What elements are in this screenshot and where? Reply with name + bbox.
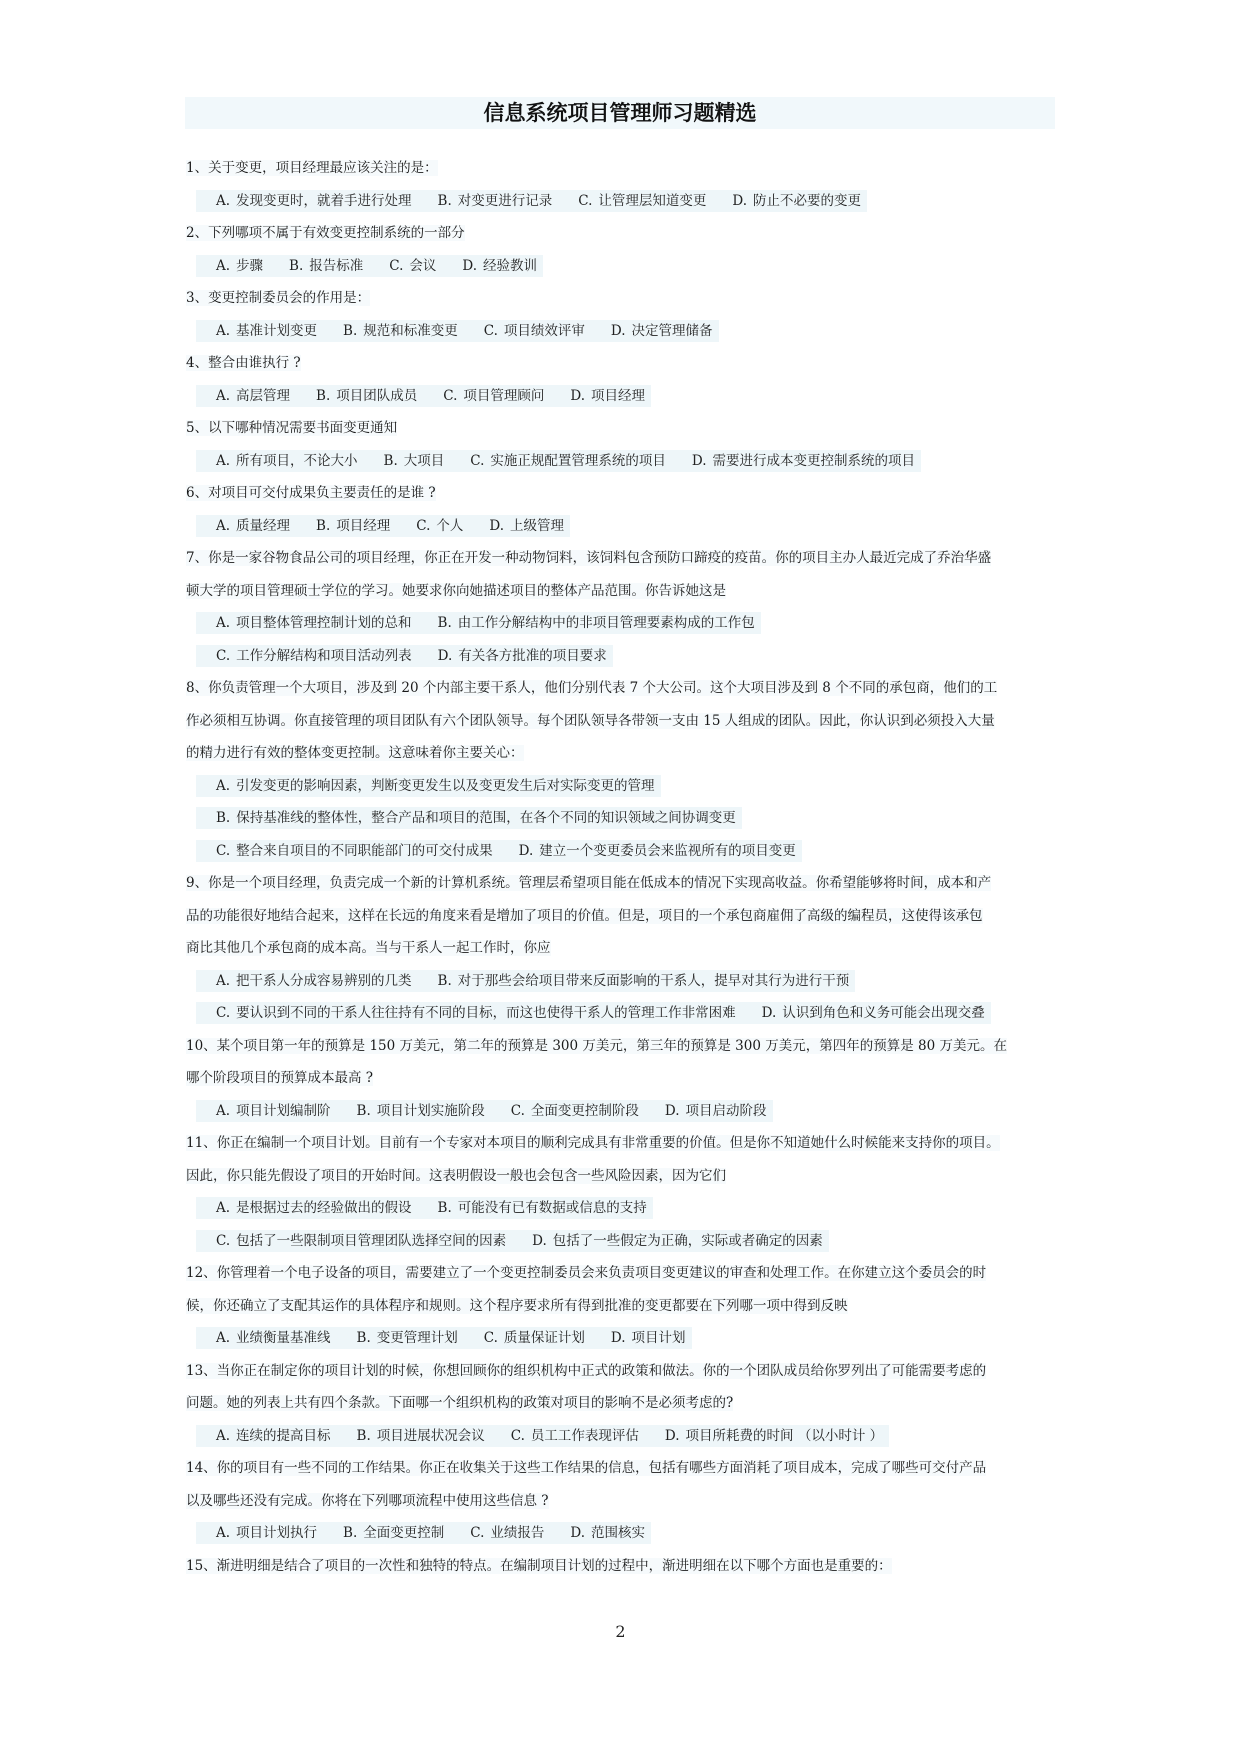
question-text: 9、你是一个项目经理，负责完成一个新的计算机系统。管理层希望项目能在低成本的情况下实现高收益。你希望能够将时间，成本和产 xyxy=(186,875,992,891)
question-line xyxy=(186,1290,1056,1323)
question-line xyxy=(186,1062,1056,1095)
question-text: 1、关于变更，项目经理最应该关注的是： xyxy=(186,160,438,176)
option-text: 保持基准线的整体性，整合产品和项目的范围，在各个不同的知识领域之间协调变更 xyxy=(236,810,736,826)
answer-option xyxy=(343,315,458,348)
question-text: 顿大学的项目管理硕士学位的学习。她要求你向她描述项目的整体产品范围。你告诉她这是 xyxy=(186,582,726,599)
options-line xyxy=(186,510,1056,543)
answer-option xyxy=(357,1095,485,1128)
answer-option xyxy=(570,1517,645,1550)
option-letter: A. xyxy=(216,1330,231,1346)
options-line xyxy=(186,965,1056,998)
options-group xyxy=(196,190,867,212)
options-group xyxy=(196,450,921,472)
option-text: 引发变更的影响因素，判断变更发生以及变更发生后对实际变更的管理 xyxy=(236,777,655,794)
option-text: 包括了一些限制项目管理团队选择空间的因素 xyxy=(236,1232,507,1249)
options-group xyxy=(196,612,761,634)
option-letter: B. xyxy=(437,972,452,989)
question-text: 候，你还确立了支配其运作的具体程序和规则。这个程序要求所有得到批准的变更都要在下列哪一项中得到反映 xyxy=(186,1297,848,1314)
answer-option xyxy=(762,997,985,1030)
question-line xyxy=(186,867,1056,900)
option-text: 需要进行成本变更控制系统的项目 xyxy=(712,452,916,469)
question-text: 品的功能很好地结合起来，这样在长远的角度来看是增加了项目的价值。但是，项目的一个承包商雇佣了高级的编程员，这使得该承包 xyxy=(186,907,983,924)
option-text: 项目计划实施阶段 xyxy=(376,1102,485,1119)
question-text: 8、你负责管理一个大项目，涉及到 20 个内部主要干系人，他们分别代表 7 个大公司。这个大项目涉及到 8 个不同的承包商，他们的工 xyxy=(186,680,998,696)
option-text: 大项目 xyxy=(403,452,445,469)
option-letter: D. xyxy=(570,387,586,404)
options-group xyxy=(196,1327,692,1349)
option-text: 是根据过去的经验做出的假设 xyxy=(236,1200,412,1216)
answer-option xyxy=(343,1517,444,1550)
question-line xyxy=(186,282,1056,315)
question-text: 的精力进行有效的整体变更控制。这意味着你主要关心： xyxy=(186,745,524,761)
options-group xyxy=(196,1100,773,1122)
question-text: 商比其他几个承包商的成本高。当与干系人一起工作时，你应 xyxy=(186,940,551,956)
answer-option xyxy=(216,315,317,348)
option-text: 对于那些会给项目带来反面影响的干系人，提早对其行为进行干预 xyxy=(457,972,850,989)
answer-option xyxy=(438,185,553,218)
option-letter: A. xyxy=(216,1525,231,1541)
option-text: 业绩报告 xyxy=(490,1525,545,1541)
option-text: 发现变更时，就着手进行处理 xyxy=(236,192,412,209)
question-line xyxy=(186,737,1056,770)
option-letter: D. xyxy=(437,647,453,664)
option-text: 项目管理顾问 xyxy=(463,387,545,404)
question-line xyxy=(186,1160,1056,1193)
answer-option xyxy=(216,1192,412,1225)
answer-option xyxy=(216,997,736,1030)
question-line xyxy=(186,1030,1056,1063)
option-letter: D. xyxy=(761,1005,777,1021)
option-text: 项目经理 xyxy=(591,387,646,404)
options-group xyxy=(196,1002,991,1024)
option-letter: A. xyxy=(216,257,231,274)
option-text: 决定管理储备 xyxy=(631,322,713,339)
answer-option xyxy=(578,185,706,218)
option-letter: B. xyxy=(356,1427,371,1444)
options-group xyxy=(196,775,661,797)
option-letter: A. xyxy=(216,322,231,339)
question-line xyxy=(186,1550,1056,1583)
option-letter: C. xyxy=(416,517,431,534)
question-line xyxy=(186,932,1056,965)
option-letter: D. xyxy=(462,257,478,274)
option-letter: C. xyxy=(470,452,485,469)
option-letter: B. xyxy=(343,322,358,339)
option-letter: D. xyxy=(489,517,505,534)
option-letter: B. xyxy=(289,257,304,274)
answer-option xyxy=(216,1095,331,1128)
option-letter: D. xyxy=(664,1102,680,1119)
option-letter: C. xyxy=(483,1330,498,1346)
option-letter: D. xyxy=(532,1232,547,1249)
options-line xyxy=(186,445,1056,478)
question-text: 11、你正在编制一个项目计划。目前有一个专家对本项目的顺利完成具有非常重要的价值。但是你不知道她什么时候能来支持你的项目。 xyxy=(186,1135,1000,1151)
option-text: 变更管理计划 xyxy=(376,1330,458,1346)
option-letter: A. xyxy=(216,1200,231,1216)
option-text: 防止不必要的变更 xyxy=(753,192,862,209)
option-text: 步骤 xyxy=(236,257,264,274)
question-text: 问题。她的列表上共有四个条款。下面哪一个组织机构的政策对项目的影响不是必须考虑的? xyxy=(186,1395,734,1411)
question-line xyxy=(186,1257,1056,1290)
option-text: 包括了一些假定为正确，实际或者确定的因素 xyxy=(552,1232,823,1249)
question-text: 以及哪些还没有完成。你将在下列哪项流程中使用这些信息 ? xyxy=(186,1492,549,1509)
question-line xyxy=(186,217,1056,250)
answer-option xyxy=(216,1322,331,1355)
option-letter: A. xyxy=(216,192,231,209)
option-letter: B. xyxy=(343,1525,358,1541)
option-letter: A. xyxy=(216,1427,231,1444)
option-letter: D. xyxy=(610,1330,626,1346)
options-line xyxy=(186,835,1056,868)
option-letter: C. xyxy=(216,842,231,859)
question-text: 6、对项目可交付成果负主要责任的是谁 ? xyxy=(186,485,436,501)
option-text: 报告标准 xyxy=(309,257,364,274)
options-line xyxy=(186,640,1056,673)
option-text: 项目计划执行 xyxy=(236,1525,318,1541)
options-group xyxy=(196,970,855,992)
option-text: 可能没有已有数据或信息的支持 xyxy=(457,1200,647,1216)
option-letter: D. xyxy=(518,842,534,859)
option-text: 实施正规配置管理系统的项目 xyxy=(490,452,666,469)
option-letter: B. xyxy=(356,1102,371,1119)
answer-option xyxy=(216,1517,317,1550)
option-letter: C. xyxy=(216,647,231,664)
option-text: 项目绩效评审 xyxy=(503,322,585,339)
option-letter: D. xyxy=(691,452,707,469)
options-line xyxy=(186,1192,1056,1225)
option-text: 个人 xyxy=(436,517,464,534)
option-text: 项目所耗费的时间 （以小时计 ） xyxy=(685,1427,884,1444)
question-text: 12、你管理着一个电子设备的项目，需要建立了一个变更控制委员会来负责项目变更建议的审查和处理工作。在你建立这个委员会的时 xyxy=(186,1265,987,1281)
question-text: 因此，你只能先假设了项目的开始时间。这表明假设一般也会包含一些风险因素，因为它们 xyxy=(186,1167,726,1184)
options-group xyxy=(196,1230,829,1252)
option-letter: B. xyxy=(216,810,231,826)
answer-option xyxy=(289,250,363,283)
option-letter: C. xyxy=(389,257,404,274)
options-group xyxy=(196,645,613,667)
option-text: 上级管理 xyxy=(510,517,565,534)
answer-option xyxy=(532,1225,823,1258)
option-text: 项目整体管理控制计划的总和 xyxy=(236,615,412,631)
answer-option xyxy=(357,1420,485,1453)
question-text: 15、渐进明细是结合了项目的一次性和独特的特点。在编制项目计划的过程中，渐进明细在以下哪个方面也是重要的： xyxy=(186,1557,892,1574)
answer-option xyxy=(216,510,290,543)
option-letter: B. xyxy=(316,517,331,534)
answer-option xyxy=(384,445,445,478)
option-text: 整合来自项目的不同职能部门的可交付成果 xyxy=(236,842,493,859)
answer-option xyxy=(665,1420,883,1453)
question-text: 5、以下哪种情况需要书面变更通知 xyxy=(186,420,398,436)
option-text: 要认识到不同的干系人往往持有不同的目标，而这也使得干系人的管理工作非常困难 xyxy=(236,1005,736,1021)
question-text: 14、你的项目有一些不同的工作结果。你正在收集关于这些工作结果的信息，包括有哪些方面消耗了项目成本，完成了哪些可交付产品 xyxy=(186,1460,987,1476)
options-line xyxy=(186,1420,1056,1453)
option-text: 范围核实 xyxy=(591,1525,646,1541)
option-letter: B. xyxy=(437,615,452,631)
question-line xyxy=(186,575,1056,608)
answer-option xyxy=(389,250,436,283)
option-text: 有关各方批准的项目要求 xyxy=(458,647,607,664)
options-group xyxy=(196,1425,889,1447)
question-line xyxy=(186,1452,1056,1485)
option-text: 高层管理 xyxy=(236,387,291,404)
answer-option xyxy=(489,510,564,543)
option-letter: D. xyxy=(610,322,626,339)
question-line xyxy=(186,1485,1056,1518)
answer-option xyxy=(216,640,412,673)
options-line xyxy=(186,185,1056,218)
option-letter: B. xyxy=(437,1200,452,1216)
question-line xyxy=(186,1387,1056,1420)
question-text: 10、某个项目第一年的预算是 150 万美元，第二年的预算是 300 万美元，第三年的预算是 300 万美元，第四年的预算是 80 万美元。在 xyxy=(186,1037,1007,1054)
option-text: 项目经理 xyxy=(336,517,391,534)
question-line xyxy=(186,347,1056,380)
option-text: 质量保证计划 xyxy=(503,1330,585,1346)
option-letter: B. xyxy=(316,387,331,404)
answer-option xyxy=(216,1420,331,1453)
answer-option xyxy=(438,607,755,640)
options-group xyxy=(196,255,543,277)
option-text: 对变更进行记录 xyxy=(457,192,553,209)
option-text: 规范和标准变更 xyxy=(363,322,458,339)
answer-option xyxy=(611,315,713,348)
answer-option xyxy=(484,315,585,348)
option-text: 项目启动阶段 xyxy=(685,1102,767,1119)
option-letter: A. xyxy=(216,972,231,989)
answer-option xyxy=(357,1322,458,1355)
options-line xyxy=(186,802,1056,835)
option-letter: A. xyxy=(216,452,231,469)
option-letter: C. xyxy=(483,322,498,339)
question-line xyxy=(186,412,1056,445)
answer-option xyxy=(216,250,263,283)
option-text: 认识到角色和义务可能会出现交叠 xyxy=(782,1005,985,1021)
option-letter: C. xyxy=(470,1525,485,1541)
page-number: 2 xyxy=(615,1622,626,1641)
answer-option xyxy=(511,1420,639,1453)
answer-option xyxy=(665,1095,767,1128)
question-line xyxy=(186,672,1056,705)
option-text: 业绩衡量基准线 xyxy=(236,1330,331,1346)
question-text: 13、当你正在制定你的项目计划的时候，你想回顾你的组织机构中正式的政策和做法。你的一个团队成员给你罗列出了可能需要考虑的 xyxy=(186,1362,987,1379)
question-line xyxy=(186,477,1056,510)
option-text: 质量经理 xyxy=(236,517,291,534)
question-list xyxy=(186,152,1056,1582)
options-group xyxy=(196,515,570,537)
option-text: 工作分解结构和项目活动列表 xyxy=(236,647,412,664)
answer-option xyxy=(216,185,412,218)
answer-option xyxy=(732,185,861,218)
answer-option xyxy=(570,380,645,413)
question-text: 哪个阶段项目的预算成本最高 ? xyxy=(186,1070,374,1086)
option-letter: B. xyxy=(383,452,398,469)
option-text: 项目计划编制阶 xyxy=(236,1102,331,1119)
answer-option xyxy=(470,1517,544,1550)
question-line xyxy=(186,542,1056,575)
options-group xyxy=(196,840,802,862)
option-letter: C. xyxy=(216,1005,231,1021)
options-line xyxy=(186,1322,1056,1355)
option-text: 全面变更控制阶段 xyxy=(530,1102,639,1119)
answer-option xyxy=(316,510,390,543)
option-text: 建立一个变更委员会来监视所有的项目变更 xyxy=(539,842,796,859)
answer-option xyxy=(438,965,850,998)
option-text: 项目计划 xyxy=(631,1330,686,1346)
question-line xyxy=(186,1355,1056,1388)
answer-option xyxy=(216,835,493,868)
answer-option xyxy=(438,1192,647,1225)
answer-option xyxy=(316,380,417,413)
answer-option xyxy=(216,380,290,413)
option-text: 由工作分解结构中的非项目管理要素构成的工作包 xyxy=(457,615,755,631)
options-line xyxy=(186,1095,1056,1128)
option-letter: A. xyxy=(216,615,231,631)
answer-option xyxy=(416,510,463,543)
option-letter: D. xyxy=(570,1525,586,1541)
answer-option xyxy=(484,1322,585,1355)
option-letter: D. xyxy=(732,192,748,209)
answer-option xyxy=(438,640,607,673)
options-line xyxy=(186,315,1056,348)
answer-option xyxy=(216,607,412,640)
option-text: 员工工作表现评估 xyxy=(530,1427,639,1444)
answer-option xyxy=(443,380,544,413)
options-line xyxy=(186,250,1056,283)
question-line xyxy=(186,152,1056,185)
question-text: 作必须相互协调。你直接管理的项目团队有六个团队领导。每个团队领导各带领一支由 15 人组成的团队。因此，你认识到必须投入大量 xyxy=(186,712,995,729)
options-line xyxy=(186,607,1056,640)
option-letter: A. xyxy=(216,1102,231,1119)
answer-option xyxy=(511,1095,639,1128)
options-group xyxy=(196,385,651,407)
option-text: 让管理层知道变更 xyxy=(598,192,707,209)
question-line xyxy=(186,1127,1056,1160)
question-line xyxy=(186,900,1056,933)
options-line xyxy=(186,997,1056,1030)
option-letter: A. xyxy=(216,387,231,404)
option-letter: B. xyxy=(356,1330,371,1346)
option-letter: D. xyxy=(664,1427,680,1444)
option-letter: C. xyxy=(510,1427,525,1444)
option-letter: C. xyxy=(443,387,458,404)
options-line xyxy=(186,1225,1056,1258)
option-letter: C. xyxy=(578,192,593,209)
option-text: 经验教训 xyxy=(483,257,538,274)
answer-option xyxy=(462,250,537,283)
question-text: 7、你是一家谷物食品公司的项目经理，你正在开发一种动物饲料，该饲料包含预防口蹄疫的疫苗。你的项目主办人最近完成了乔治华盛 xyxy=(186,550,992,566)
options-group xyxy=(196,1197,653,1219)
options-group xyxy=(196,320,719,342)
options-group xyxy=(196,807,742,829)
answer-option xyxy=(611,1322,686,1355)
option-letter: A. xyxy=(216,777,231,794)
page-title: 信息系统项目管理师习题精选 xyxy=(483,101,757,125)
option-text: 连续的提高目标 xyxy=(236,1427,331,1444)
option-letter: A. xyxy=(216,517,231,534)
answer-option xyxy=(519,835,796,868)
answer-option xyxy=(216,770,655,803)
question-line xyxy=(186,705,1056,738)
answer-option xyxy=(470,445,666,478)
question-text: 2、下列哪项不属于有效变更控制系统的一部分 xyxy=(186,225,465,241)
options-group xyxy=(196,1522,651,1544)
question-text: 4、整合由谁执行 ? xyxy=(186,355,301,371)
option-text: 项目团队成员 xyxy=(336,387,418,404)
options-line xyxy=(186,1517,1056,1550)
answer-option xyxy=(216,802,736,835)
answer-option xyxy=(216,965,412,998)
option-letter: B. xyxy=(437,192,452,209)
option-text: 全面变更控制 xyxy=(363,1525,445,1541)
option-letter: C. xyxy=(216,1232,231,1249)
option-text: 项目进展状况会议 xyxy=(376,1427,485,1444)
answer-option xyxy=(692,445,915,478)
option-text: 把干系人分成容易辨别的几类 xyxy=(236,972,412,989)
option-text: 会议 xyxy=(409,257,437,274)
answer-option xyxy=(216,1225,506,1258)
option-letter: C. xyxy=(510,1102,525,1119)
option-text: 所有项目，不论大小 xyxy=(236,452,358,469)
question-text: 3、变更控制委员会的作用是： xyxy=(186,290,371,306)
options-line xyxy=(186,380,1056,413)
options-line xyxy=(186,770,1056,803)
answer-option xyxy=(216,445,358,478)
option-text: 基准计划变更 xyxy=(236,322,318,339)
